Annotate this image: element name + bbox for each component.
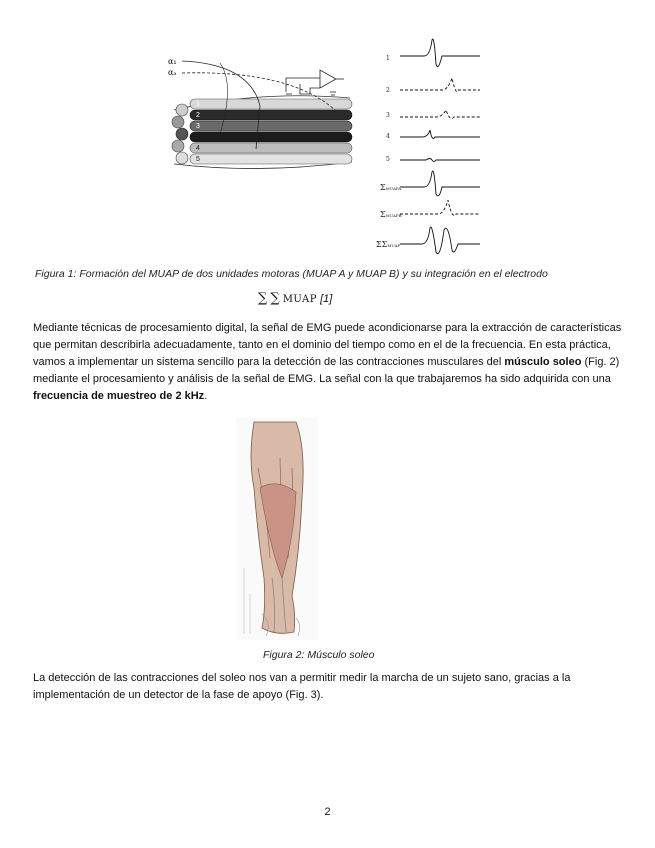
trace-sum-b bbox=[400, 200, 480, 215]
fiber-number: 3 bbox=[196, 123, 200, 130]
sum-symbol: Σ bbox=[380, 210, 386, 219]
fiber-number: 1 bbox=[196, 101, 200, 108]
trace-label: 1 bbox=[386, 55, 390, 62]
formula-muap: MUAP bbox=[282, 294, 317, 305]
trace-sum-a bbox=[400, 171, 480, 196]
svg-text:ΣMUAPB: ΣMUAPB bbox=[380, 210, 402, 219]
fiber-number: 5 bbox=[196, 156, 200, 163]
trace-1 bbox=[400, 39, 480, 67]
citation-ref: [1] bbox=[320, 293, 333, 305]
trace-label: 5 bbox=[386, 156, 390, 163]
muap-formation-figure bbox=[160, 24, 490, 270]
trace-sum-total bbox=[400, 227, 480, 254]
trace-label: 3 bbox=[386, 112, 390, 119]
svg-text:ΣMUAPA: ΣMUAPA bbox=[380, 183, 402, 192]
trace-2 bbox=[400, 78, 480, 92]
trace-4 bbox=[400, 130, 480, 138]
paragraph-emg-processing: Mediante técnicas de procesamiento digital, la señal de EMG puede acondicionarse para la extracción de características que permitan describirla adecuadamente, tanto en el dominio del tiempo como en el de la frecuencia. En esta práctica, vamos a implementar un sistema sencillo para la detección de las contracciones musculares del músculo soleo (Fig. 2) mediante el procesamiento y análisis de la señal de EMG. La señal con la que trabajaremos ha sido adquirida con una frecuencia de muestreo de 2 kHz. bbox=[33, 322, 622, 402]
sigma-symbol: ∑ bbox=[270, 291, 280, 306]
trace-label: 2 bbox=[386, 87, 390, 94]
figure2-caption: Figura 2: Músculo soleo bbox=[263, 649, 375, 661]
paragraph-gait-detection: La detección de las contracciones del soleo nos van a permitir medir la marcha de un sujeto sano, gracias a la implementación de un detector de la fase de apoyo (Fig. 3). bbox=[33, 672, 571, 701]
soleus-muscle-term: músculo soleo bbox=[504, 356, 582, 368]
alpha-label-a: α₁ bbox=[168, 57, 177, 66]
sigma-symbol: ∑ bbox=[258, 291, 268, 306]
sampling-frequency-term: frecuencia de muestreo de 2 kHz bbox=[33, 390, 205, 402]
trace-label: 4 bbox=[386, 133, 390, 140]
sum-symbol: Σ bbox=[380, 183, 386, 192]
double-sum-symbol: ΣΣ bbox=[376, 240, 388, 249]
svg-text:ΣΣMUAP: ΣΣMUAP bbox=[376, 240, 401, 249]
trace-5 bbox=[400, 159, 480, 162]
fiber-number: 4 bbox=[196, 145, 200, 152]
alpha-label-b: αₐ bbox=[168, 68, 177, 77]
trace-3 bbox=[400, 110, 480, 118]
page-number: 2 bbox=[324, 806, 331, 818]
fiber-number: 2 bbox=[196, 112, 200, 119]
muscle-fiber-bundle bbox=[172, 99, 352, 164]
soleus-muscle-figure bbox=[236, 418, 318, 640]
amplifier-symbol bbox=[286, 70, 344, 95]
figure1-caption: Figura 1: Formación del MUAP de dos unidades motoras (MUAP A y MUAP B) y su integración en el electrodo bbox=[35, 268, 548, 280]
muap-formula bbox=[258, 291, 332, 306]
